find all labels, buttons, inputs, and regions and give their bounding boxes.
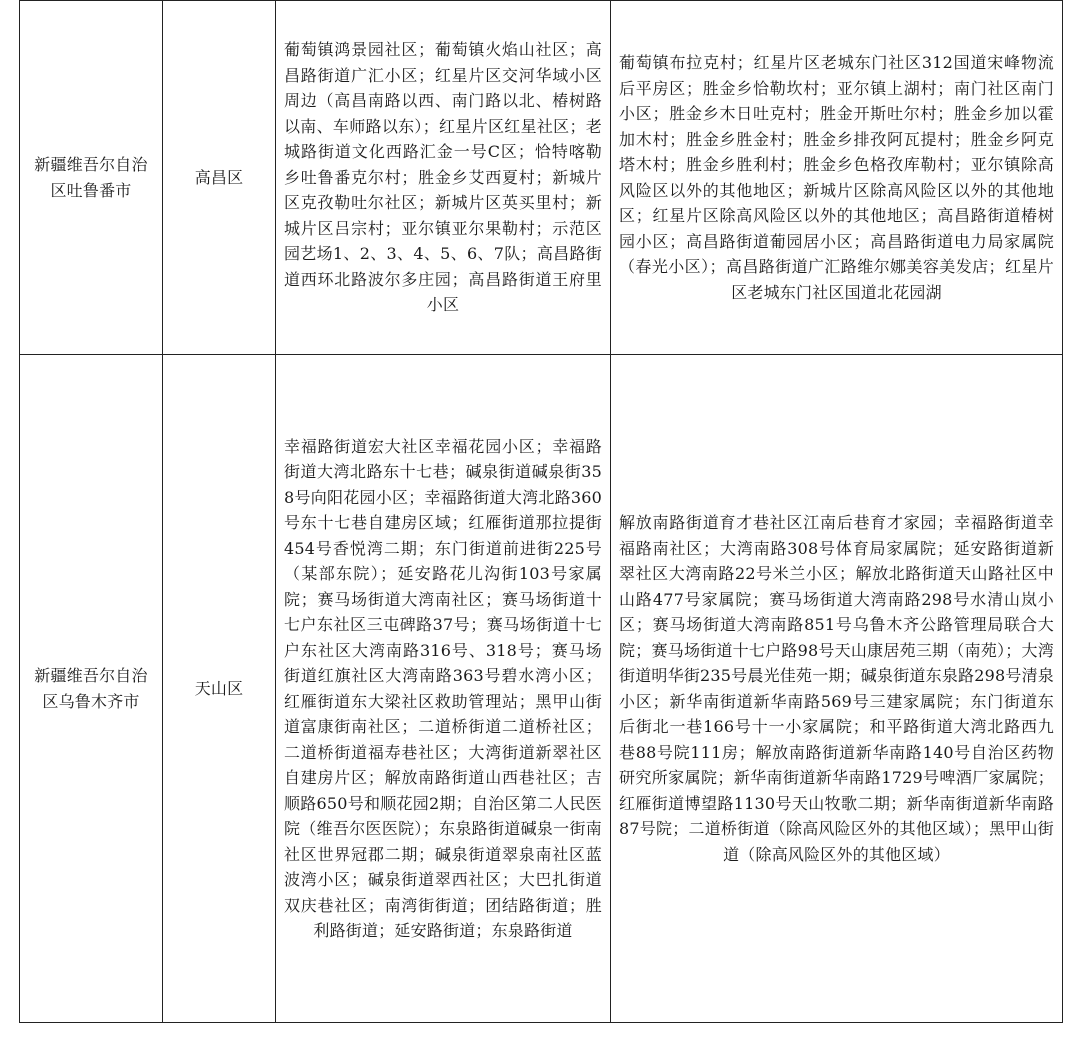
mid-risk-areas-cell: 葡萄镇布拉克村；红星片区老城东门社区312国道宋峰物流后平房区；胜金乡恰勒坎村；亚尔镇上湖村；南门社区南门小区；胜金乡木日吐克村；胜金开斯吐尔村；胜金乡加以霍加木村；胜金乡胜金村；胜金乡排孜阿瓦提村；胜金乡阿克塔木村；胜金乡胜利村；胜金乡色格孜库勒村；亚尔镇除高风险区以外的其他地区；新城片区除高风险区以外的其他地区；红星片区除高风险区以外的其他地区；高昌路街道椿树园小区；高昌路街道葡园居小区；高昌路街道电力局家属院（春光小区）；高昌路街道广汇路维尔娜美容美发店；红星片区老城东门社区国道北花园湖	[611, 1, 1063, 355]
high-risk-areas-cell: 幸福路街道宏大社区幸福花园小区；幸福路街道大湾北路东十七巷；碱泉街道碱泉街358号向阳花园小区；幸福路街道大湾北路360号东十七巷自建房区域；红雁街道那拉提街454号香悦湾二期；东门街道前进街225号（某部东院）；延安路花儿沟街103号家属院；赛马场街道大湾南社区；赛马场街道十七户东社区三屯碑路37号；赛马场街道十七户东社区大湾南路316号、318号；赛马场街道红旗社区大湾南路363号碧水湾小区；红雁街道东大梁社区救助管理站；黑甲山街道富康街南社区；二道桥街道二道桥社区；二道桥街道福寿巷社区；大湾街道新翠社区自建房片区；解放南路街道山西巷社区；吉顺路650号和顺花园2期；自治区第二人民医院（维吾尔医医院）；东泉路街道碱泉一街南社区世界冠郡二期；碱泉街道翠泉南社区蓝波湾小区；碱泉街道翠西社区；大巴扎街道双庆巷社区；南湾街街道；团结路街道；胜利路街道；延安路街道；东泉路街道	[276, 355, 611, 1023]
table-row-urumqi	[20, 355, 1063, 1023]
district-cell: 天山区	[163, 355, 276, 1023]
high-risk-areas-cell: 葡萄镇鸿景园社区；葡萄镇火焰山社区；高昌路街道广汇小区；红星片区交河华域小区周边（高昌南路以西、南门路以北、椿树路以南、车师路以东）；红星片区红星社区；老城路街道文化西路汇金一号C区；恰特喀勒乡吐鲁番克尔村；胜金乡艾西夏村；新城片区克孜勒吐尔社区；新城片区英买里村；新城片区吕宗村；亚尔镇亚尔果勒村；示范区园艺场1、2、3、4、5、6、7队；高昌路街道西环北路波尔多庄园；高昌路街道王府里小区	[276, 1, 611, 355]
city-cell: 新疆维吾尔自治区吐鲁番市	[20, 1, 163, 355]
risk-area-table	[19, 0, 1063, 1023]
city-cell: 新疆维吾尔自治区乌鲁木齐市	[20, 355, 163, 1023]
risk-area-document	[19, 0, 1063, 1022]
table-row-turpan	[20, 1, 1063, 355]
mid-risk-areas-cell: 解放南路街道育才巷社区江南后巷育才家园；幸福路街道幸福路南社区；大湾南路308号体育局家属院；延安路街道新翠社区大湾南路22号米兰小区；解放北路街道天山路社区中山路477号家属院；赛马场街道大湾南路298号水清山岚小区；赛马场街道大湾南路851号乌鲁木齐公路管理局联合大院；赛马场街道十七户路98号天山康居苑三期（南苑）；大湾街道明华街235号晨光佳苑一期；碱泉街道东泉路298号清泉小区；新华南街道新华南路569号三建家属院；东门街道东后街北一巷166号十一小家属院；和平路街道大湾北路西九巷88号院111房；解放南路街道新华南路140号自治区药物研究所家属院；新华南街道新华南路1729号啤酒厂家属院；红雁街道博望路1130号天山牧歌二期；新华南街道新华南路87号院；二道桥街道（除高风险区外的其他区域）；黑甲山街道（除高风险区外的其他区域）	[611, 355, 1063, 1023]
district-cell: 高昌区	[163, 1, 276, 355]
